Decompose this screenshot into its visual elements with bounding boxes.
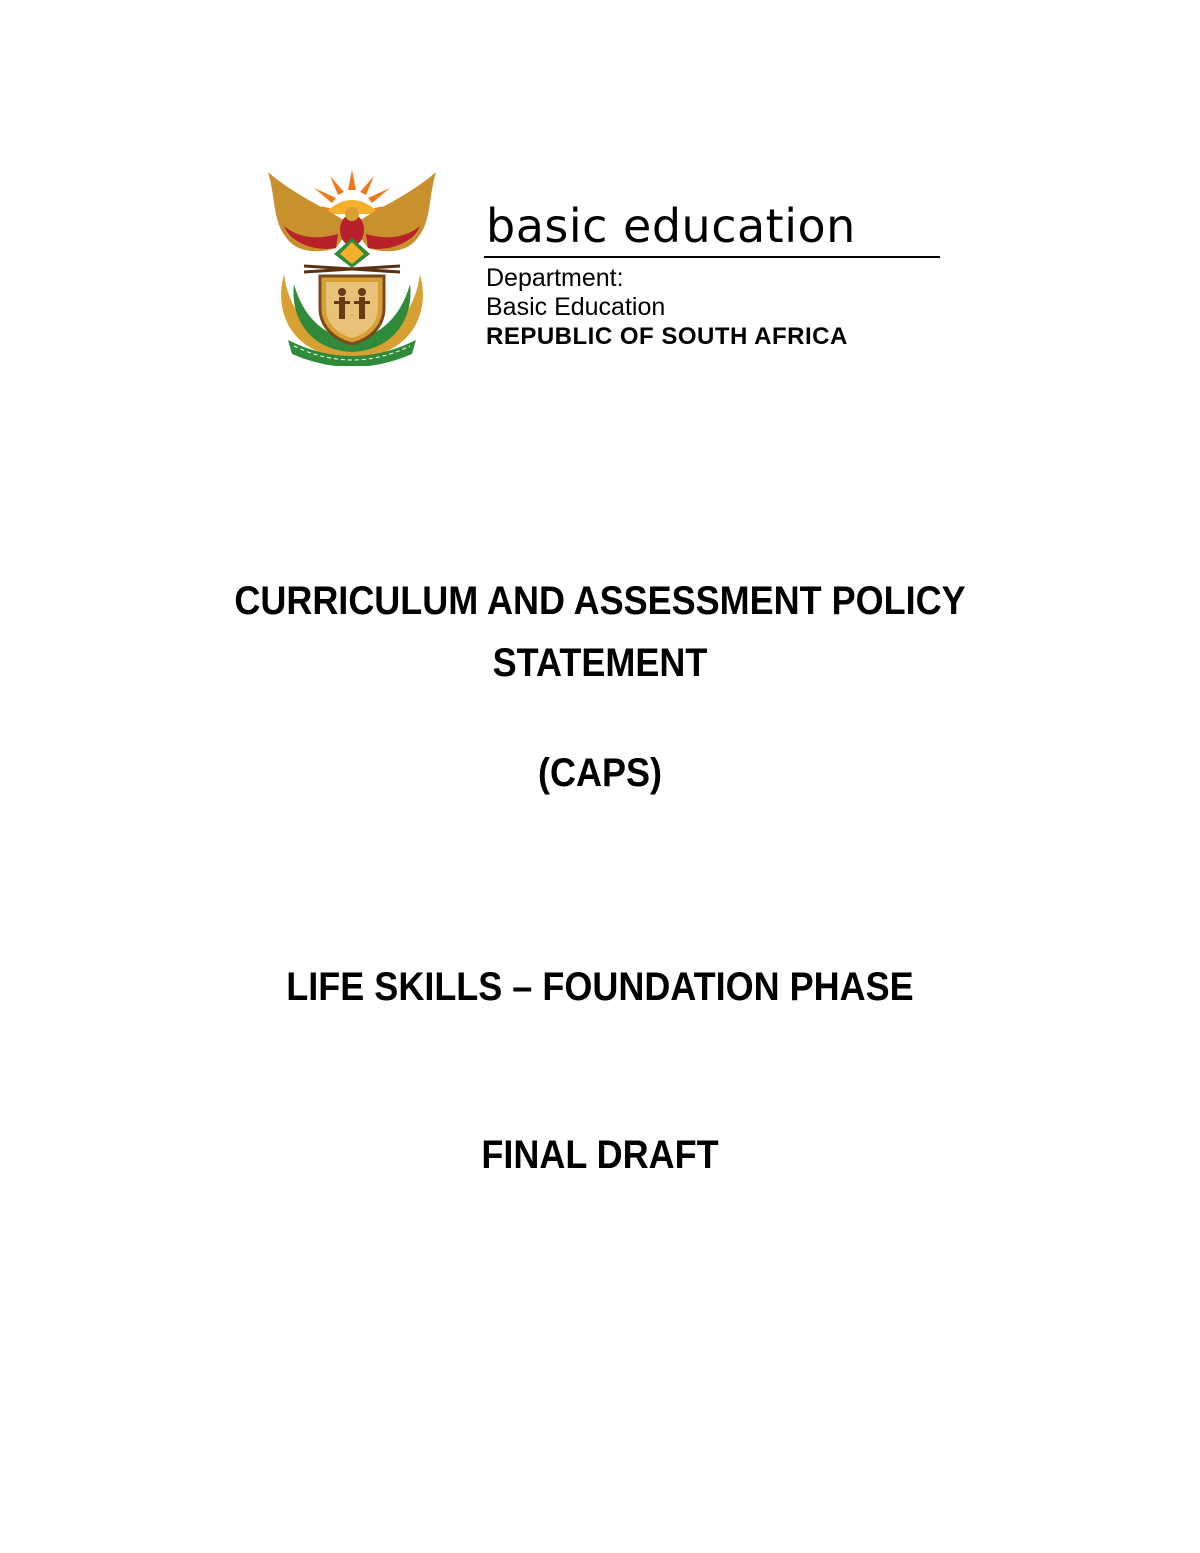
caps-abbreviation: (CAPS) <box>537 751 663 795</box>
department-brand <box>484 198 940 351</box>
brand-divider <box>484 256 940 258</box>
policy-title-line-1: CURRICULUM AND ASSESSMENT POLICY <box>234 579 966 623</box>
subject-title: LIFE SKILLS – FOUNDATION PHASE <box>286 965 914 1009</box>
coat-of-arms-logo <box>258 168 446 366</box>
brand-title: basic education <box>486 199 856 253</box>
country-name: REPUBLIC OF SOUTH AFRICA <box>486 323 848 350</box>
department-name: Basic Education <box>486 293 666 321</box>
draft-status: FINAL DRAFT <box>481 1133 719 1177</box>
policy-title <box>60 570 1140 694</box>
department-label: Department: <box>486 264 624 292</box>
policy-title-line-2: STATEMENT <box>492 641 708 685</box>
